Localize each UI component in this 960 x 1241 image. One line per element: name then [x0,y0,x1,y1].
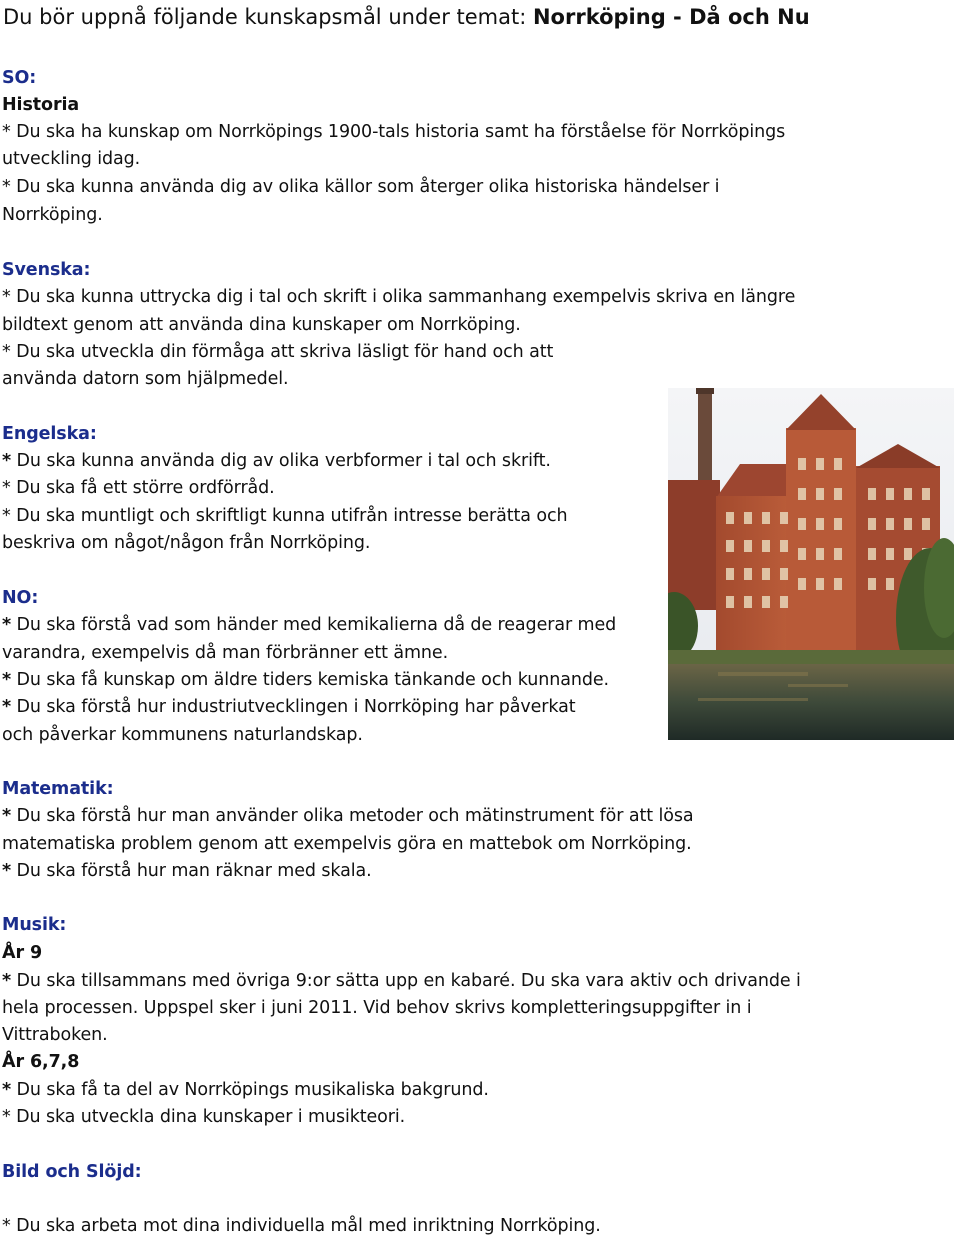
musik-subheading-ar9: År 9 [2,943,43,963]
musik-subheading-ar678: År 6,7,8 [2,1052,80,1072]
musik-ar9-line-1-text: Du ska tillsammans med övriga 9:or sätta upp en kabaré. Du ska vara aktiv och drivande i [16,971,801,991]
bullet: * [2,806,12,826]
matematik-line-3-text: Du ska förstå hur man räknar med skala. [16,861,372,881]
musik-ar9-line-1 [2,969,801,993]
musik-ar678-line-1-text: Du ska få ta del av Norrköpings musikaliska bakgrund. [16,1080,489,1100]
bild-heading: Bild och Slöjd: [2,1162,142,1182]
bullet: * [2,697,12,717]
svenska-line-2: bildtext genom att använda dina kunskaper om Norrköping. [2,315,521,335]
page-title [3,3,810,31]
svenska-heading: Svenska: [2,260,91,280]
so-heading: SO: [2,68,37,88]
so-line-4: Norrköping. [2,205,103,225]
title-topic: Norrköping - Då och Nu [532,5,810,29]
matematik-line-1 [2,804,693,828]
svenska-line-4: använda datorn som hjälpmedel. [2,369,289,389]
no-line-4 [2,695,576,719]
no-line-5: och påverkar kommunens naturlandskap. [2,725,363,745]
no-line-3-text: Du ska få kunskap om äldre tiders kemiska tänkande och kunnande. [16,670,609,690]
engelska-heading: Engelska: [2,424,97,444]
so-line-2: utveckling idag. [2,149,141,169]
matematik-line-3 [2,859,372,883]
matematik-line-1-text: Du ska förstå hur man använder olika metoder och mätinstrument för att lösa [16,806,694,826]
musik-ar9-line-2: hela processen. Uppspel sker i juni 2011. Vid behov skrivs kompletteringsuppgifter in i [2,998,752,1018]
bullet: * [2,615,12,635]
bullet: * [2,670,12,690]
engelska-line-2: * Du ska få ett större ordförråd. [2,478,275,498]
no-line-3 [2,668,609,692]
norrkoping-photo [668,388,954,740]
bullet: * [2,1080,12,1100]
no-line-4-text: Du ska förstå hur industriutvecklingen i Norrköping har påverkat [16,697,576,717]
engelska-line-4: beskriva om något/någon från Norrköping. [2,533,371,553]
no-line-1 [2,613,616,637]
musik-ar678-line-2: * Du ska utveckla dina kunskaper i musikteori. [2,1107,406,1127]
historia-subheading: Historia [2,95,80,115]
bullet: * [2,861,12,881]
musik-ar678-line-1 [2,1078,489,1102]
engelska-line-3: * Du ska muntligt och skriftligt kunna utifrån intresse berätta och [2,506,568,526]
engelska-line-1-text: Du ska kunna använda dig av olika verbformer i tal och skrift. [16,451,551,471]
title-prefix: Du bör uppnå följande kunskapsmål under temat: [3,5,527,29]
bullet: * [2,971,12,991]
matematik-heading: Matematik: [2,779,114,799]
svenska-line-1: * Du ska kunna uttrycka dig i tal och skrift i olika sammanhang exempelvis skriva en längre [2,287,796,307]
svenska-line-3: * Du ska utveckla din förmåga att skriva läsligt för hand och att [2,342,554,362]
no-line-1-text: Du ska förstå vad som händer med kemikalierna då de reagerar med [16,615,617,635]
no-line-2: varandra, exempelvis då man förbränner ett ämne. [2,643,449,663]
so-line-3: * Du ska kunna använda dig av olika källor som återger olika historiska händelser i [2,177,720,197]
engelska-line-1 [2,449,551,473]
bild-line-1: * Du ska arbeta mot dina individuella mål med inriktning Norrköping. [2,1216,601,1236]
so-line-1: * Du ska ha kunskap om Norrköpings 1900-tals historia samt ha förståelse för Norrköpings [2,122,786,142]
musik-ar9-line-3: Vittraboken. [2,1025,108,1045]
matematik-line-2: matematiska problem genom att exempelvis göra en mattebok om Norrköping. [2,834,692,854]
bullet: * [2,451,12,471]
musik-heading: Musik: [2,915,67,935]
no-heading: NO: [2,588,39,608]
